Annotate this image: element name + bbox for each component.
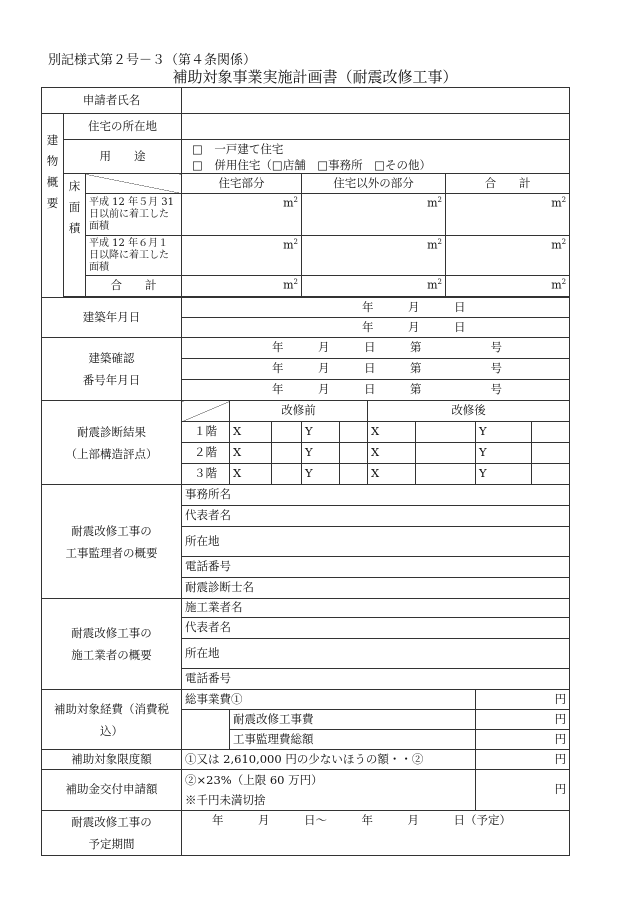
usage-options[interactable] (182, 140, 570, 174)
before-x-1-value[interactable] (272, 422, 302, 443)
application-value[interactable]: 円 (476, 770, 570, 811)
floor-3-label: ３階 (182, 464, 230, 485)
before-x-3-value[interactable] (272, 464, 302, 485)
contractor-label: 耐震改修工事の 施工業者の概要 (42, 599, 182, 690)
seismic-diagonal (182, 401, 230, 422)
subsidy-cost-label: 補助対象経費（消費税込） (42, 690, 182, 750)
contractor-address[interactable]: 所在地 (182, 639, 570, 669)
before-y-1-value[interactable] (340, 422, 368, 443)
after-y-1[interactable]: Y (476, 422, 532, 443)
before-y-1[interactable]: Y (302, 422, 340, 443)
address-field[interactable] (182, 114, 570, 140)
area-total-after[interactable]: $m^2$ (446, 236, 570, 276)
before-x-2-value[interactable] (272, 443, 302, 464)
cost-indent (182, 710, 230, 730)
after-x-1-value[interactable] (416, 422, 476, 443)
address-label: 住宅の所在地 (64, 114, 182, 140)
before-x-2[interactable]: X (230, 443, 272, 464)
before-y-2[interactable]: Y (302, 443, 340, 464)
total-cost-value[interactable]: 円 (476, 690, 570, 710)
usage-detached[interactable]: □ 一戸建て住宅 (192, 141, 284, 156)
floor-1-label: １階 (182, 422, 230, 443)
applicant-label: 申請者氏名 (42, 88, 182, 114)
after-x-3-value[interactable] (416, 464, 476, 485)
row-area-total: 合 計 (86, 276, 182, 297)
floor-area-diagonal (86, 174, 182, 194)
after-y-2-value[interactable] (532, 443, 570, 464)
work-cost-value[interactable]: 円 (476, 710, 570, 730)
area-nonres-before[interactable]: $m^2$ (302, 194, 446, 236)
limit-label: 補助対象限度額 (42, 750, 182, 770)
total-cost-label: 総事業費① (182, 690, 476, 710)
area-nonres-after[interactable]: $m^2$ (302, 236, 446, 276)
construction-date-2[interactable]: 年 月 日 (182, 318, 570, 338)
col-non-residential: 住宅以外の部分 (302, 174, 446, 194)
seismic-label: 耐震診断結果 （上部構造評点） (42, 401, 182, 485)
confirmation-line-1[interactable]: 年 月 日 第 号 (182, 338, 570, 359)
form-number: 別記様式第２号－３（第４条関係） (48, 53, 257, 68)
col-residential: 住宅部分 (182, 174, 302, 194)
floor-area-side-label: 床 面 積 (64, 174, 86, 297)
before-y-3[interactable]: Y (302, 464, 340, 485)
supervisor-address[interactable]: 所在地 (182, 527, 570, 557)
confirmation-line-3[interactable]: 年 月 日 第 号 (182, 380, 570, 401)
supervisor-diagnostician[interactable]: 耐震診断士名 (182, 578, 570, 599)
plan-form-table (41, 87, 570, 856)
limit-text: ①又は 2,610,000 円の少ないほうの額・・② (182, 750, 476, 770)
schedule-period[interactable]: 年 月 日～ 年 月 日（予定） (182, 811, 570, 856)
confirmation-line-2[interactable]: 年 月 日 第 号 (182, 359, 570, 380)
seismic-before-header: 改修前 (230, 401, 368, 422)
area-total-before[interactable]: $m^2$ (446, 194, 570, 236)
after-y-3[interactable]: Y (476, 464, 532, 485)
before-x-3[interactable]: X (230, 464, 272, 485)
area-res-before[interactable]: $m^2$ (182, 194, 302, 236)
confirmation-label: 建築確認 番号年月日 (42, 338, 182, 401)
construction-date-label: 建築年月日 (42, 298, 182, 338)
building-side-label: 建 物 概 要 (42, 114, 64, 298)
construction-date-1[interactable]: 年 月 日 (182, 298, 570, 318)
before-x-1[interactable]: X (230, 422, 272, 443)
after-y-1-value[interactable] (532, 422, 570, 443)
contractor-phone[interactable]: 電話番号 (182, 669, 570, 690)
schedule-label: 耐震改修工事の 予定期間 (42, 811, 182, 856)
usage-mixed[interactable]: □ 併用住宅（□店舗 □事務所 □その他） (192, 157, 431, 172)
usage-label: 用 途 (64, 140, 182, 174)
after-y-3-value[interactable] (532, 464, 570, 485)
before-y-2-value[interactable] (340, 443, 368, 464)
area-res-after[interactable]: $m^2$ (182, 236, 302, 276)
supervision-cost-label: 工事監理費総額 (230, 730, 476, 750)
supervisor-label: 耐震改修工事の 工事監理者の概要 (42, 485, 182, 599)
after-x-1[interactable]: X (368, 422, 416, 443)
row-after-date: 平成 12 年６月１日以降に着工した面積 (86, 236, 182, 276)
supervisor-representative[interactable]: 代表者名 (182, 506, 570, 527)
area-total-sum[interactable]: $m^2$ (446, 276, 570, 297)
supervisor-office[interactable]: 事務所名 (182, 485, 570, 506)
application-label: 補助金交付申請額 (42, 770, 182, 811)
after-x-2[interactable]: X (368, 443, 416, 464)
limit-value[interactable]: 円 (476, 750, 570, 770)
applicant-field[interactable] (182, 88, 570, 114)
application-text: ②×23%（上限 60 万円） ※千円未満切捨 (182, 770, 476, 811)
page-title: 補助対象事業実施計画書（耐震改修工事） (172, 68, 458, 86)
after-y-2[interactable]: Y (476, 443, 532, 464)
cost-indent-2 (182, 730, 230, 750)
after-x-2-value[interactable] (416, 443, 476, 464)
after-x-3[interactable]: X (368, 464, 416, 485)
contractor-representative[interactable]: 代表者名 (182, 618, 570, 639)
supervision-cost-value[interactable]: 円 (476, 730, 570, 750)
before-y-3-value[interactable] (340, 464, 368, 485)
row-before-date: 平成 12 年５月 31 日以前に着工した面積 (86, 194, 182, 236)
col-total: 合 計 (446, 174, 570, 194)
supervisor-phone[interactable]: 電話番号 (182, 557, 570, 578)
floor-2-label: ２階 (182, 443, 230, 464)
area-nonres-sum[interactable]: $m^2$ (302, 276, 446, 297)
contractor-name[interactable]: 施工業者名 (182, 599, 570, 618)
area-res-sum[interactable]: $m^2$ (182, 276, 302, 297)
work-cost-label: 耐震改修工事費 (230, 710, 476, 730)
seismic-after-header: 改修後 (368, 401, 570, 422)
